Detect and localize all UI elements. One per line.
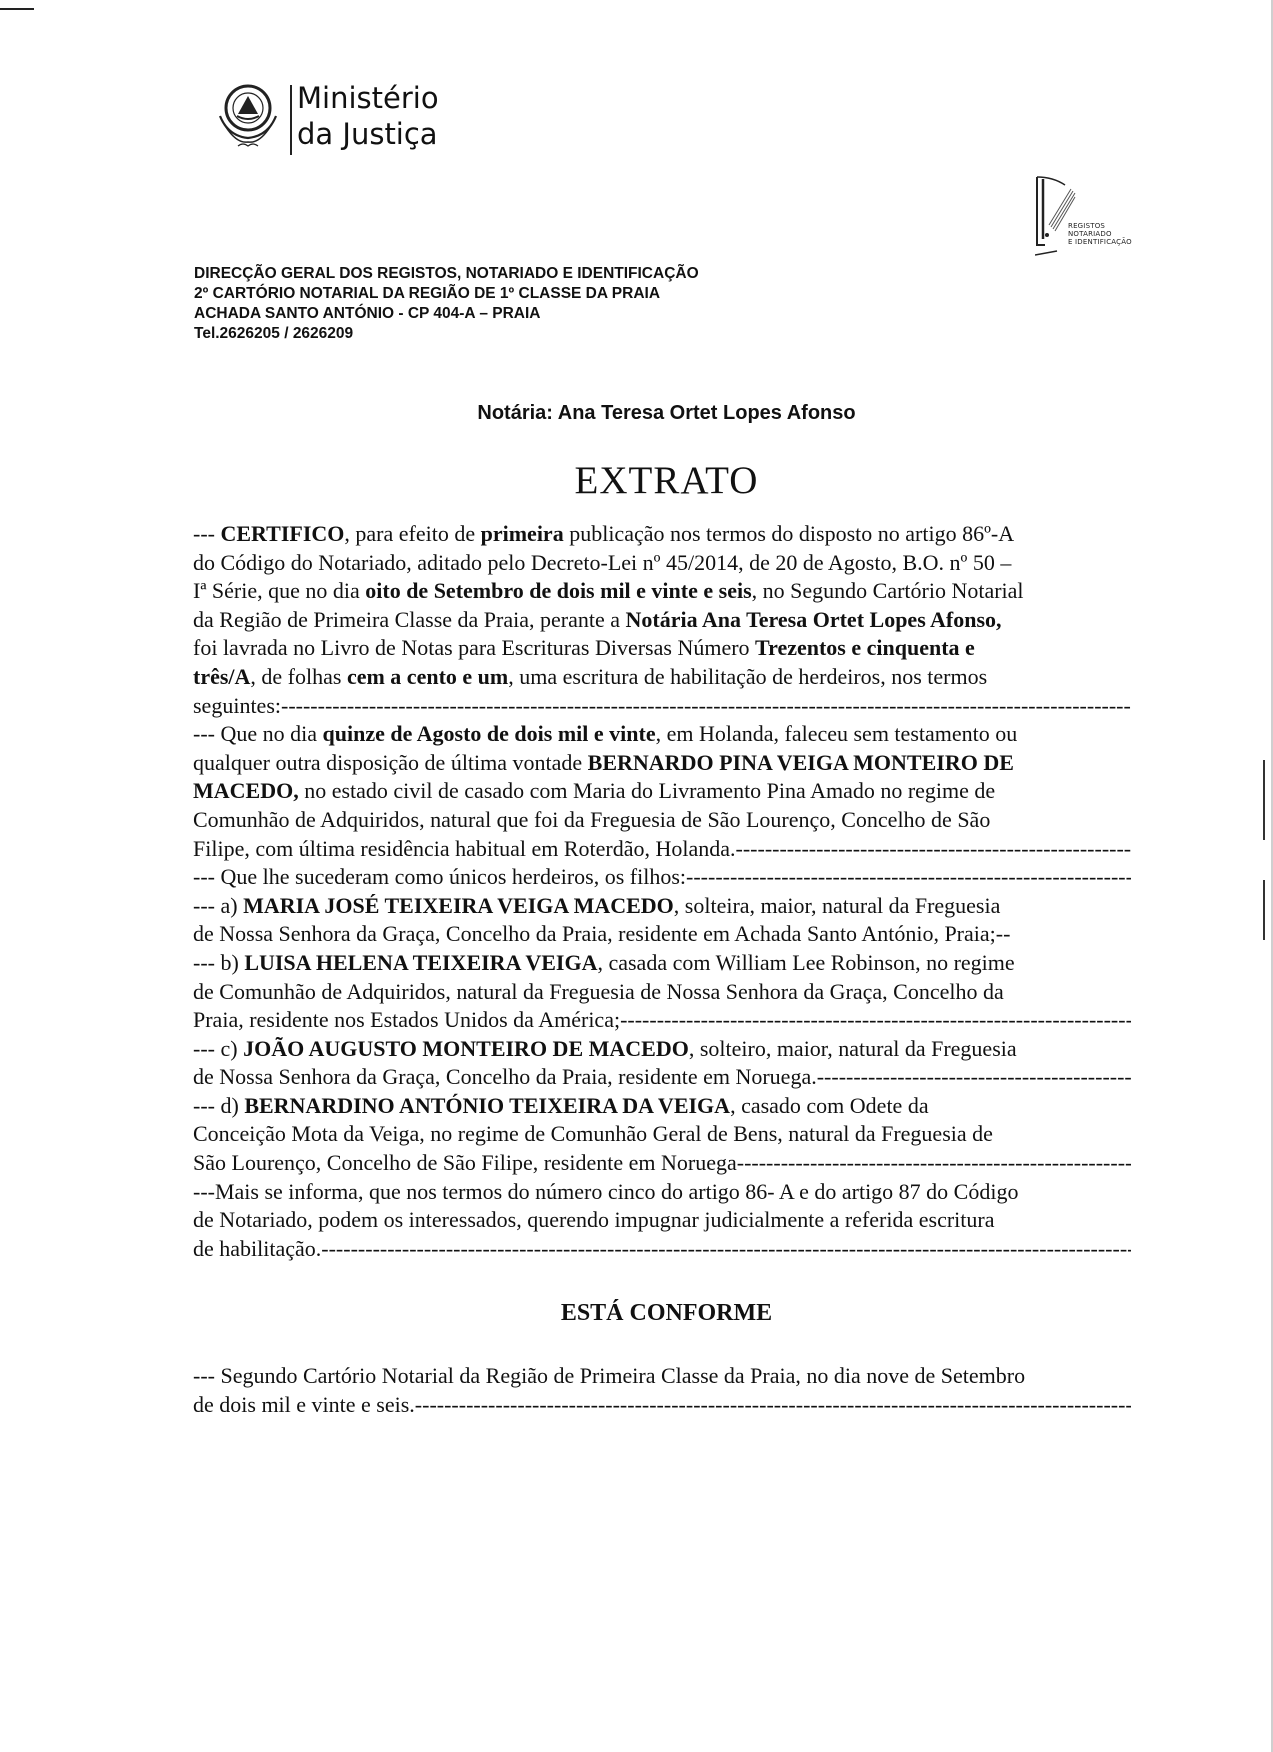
document-title (0, 458, 1273, 503)
body-line: Filipe, com última residência habitual em Roterdão, Holanda. ----- (193, 835, 1131, 864)
body-line: qualquer outra disposição de última vontade BERNARDO PINA VEIGA MONTEIRO DE (193, 749, 1014, 775)
title-text: EXTRATO (574, 459, 759, 502)
body-line: seguintes: ----- (193, 692, 1131, 721)
heir-d-line: --- d) BERNARDINO ANTÓNIO TEIXEIRA DA VEIGA, casado com Odete da (193, 1092, 929, 1118)
office-line2: 2º CARTÓRIO NOTARIAL DA REGIÃO DE 1º CLASSE DA PRAIA (194, 285, 661, 302)
heir-b-line: --- b) LUISA HELENA TEIXEIRA VEIGA, casada com William Lee Robinson, no regime (193, 949, 1015, 975)
logo-divider (290, 85, 292, 155)
office-phone: Tel.2626205 / 2626209 (194, 325, 354, 342)
body-line: de Notariado, podem os interessados, querendo impugnar judicialmente a referida escritura (193, 1207, 995, 1233)
office-line1: DIRECÇÃO GERAL DOS REGISTOS, NOTARIADO E IDENTIFICAÇÃO (194, 265, 699, 282)
rni-line3: E IDENTIFICAÇÃO (1068, 238, 1132, 246)
conforme-heading (0, 1300, 1273, 1327)
conforme-text: ESTÁ CONFORME (560, 1300, 773, 1326)
closing-line: de dois mil e vinte e seis. ----- (193, 1391, 1131, 1420)
body-line: foi lavrada no Livro de Notas para Escrituras Diversas Número Trezentos e cinquenta e (193, 635, 975, 661)
closing-line: --- Segundo Cartório Notarial da Região de Primeira Classe da Praia, no dia nove de Setembro (193, 1363, 1026, 1388)
heir-a-line: --- a) MARIA JOSÉ TEIXEIRA VEIGA MACEDO, solteira, maior, natural da Freguesia (193, 892, 1001, 918)
ministry-seal-icon (208, 72, 288, 152)
scan-artifact (0, 8, 34, 10)
notary-line (0, 402, 1273, 425)
body-line: de Nossa Senhora da Graça, Concelho da Praia, residente em Achada Santo António, Praia;-- (193, 921, 1011, 947)
rni-line1: REGISTOS (1068, 222, 1106, 230)
extract-body (193, 520, 1131, 1263)
body-line: São Lourenço, Concelho de São Filipe, residente em Noruega ----- (193, 1149, 1131, 1178)
ministry-name (297, 80, 439, 152)
body-line: Conceição Mota da Veiga, no regime de Comunhão Geral de Bens, natural da Freguesia de (193, 1121, 993, 1147)
rni-line2: NOTARIADO (1068, 230, 1112, 238)
office-header (194, 264, 699, 344)
body-line: --- CERTIFICO, para efeito de primeira publicação nos termos do disposto no artigo 86º-A (193, 521, 1015, 546)
ministry-line2: da Justiça (297, 117, 438, 151)
office-line3: ACHADA SANTO ANTÓNIO - CP 404-A – PRAIA (194, 305, 541, 322)
body-line: do Código do Notariado, aditado pelo Decreto-Lei nº 45/2014, de 20 de Agosto, B.O. nº 50 – (193, 549, 1012, 575)
scan-artifact (1263, 760, 1265, 840)
body-line: de habilitação. ----- (193, 1235, 1131, 1264)
body-line: Praia, residente nos Estados Unidos da América; ----- (193, 1006, 1131, 1035)
body-line: da Região de Primeira Classe da Praia, perante a Notária Ana Teresa Ortet Lopes Afonso, (193, 606, 1002, 632)
notary-text: Notária: Ana Teresa Ortet Lopes Afonso (477, 402, 856, 424)
body-line: ---Mais se informa, que nos termos do número cinco do artigo 86- A e do artigo 87 do Código (193, 1178, 1019, 1204)
ministry-line1: Ministério (297, 81, 439, 115)
scan-artifact (1263, 880, 1265, 940)
body-line: Comunhão de Adquiridos, natural que foi da Freguesia de São Lourenço, Concelho de São (193, 806, 991, 832)
body-line: Iª Série, que no dia oito de Setembro de dois mil e vinte e seis, no Segundo Cartório Notarial (193, 578, 1024, 604)
body-line: --- Que no dia quinze de Agosto de dois mil e vinte, em Holanda, faleceu sem testamento ou (193, 721, 1018, 747)
body-line: de Comunhão de Adquiridos, natural da Freguesia de Nossa Senhora da Graça, Concelho da (193, 978, 1004, 1004)
body-line: --- Que lhe sucederam como únicos herdeiros, os filhos: ----- (193, 863, 1131, 892)
body-line: de Nossa Senhora da Graça, Concelho da Praia, residente em Noruega. ----- (193, 1063, 1131, 1092)
registos-logo-text (1068, 222, 1132, 246)
heir-c-line: --- c) JOÃO AUGUSTO MONTEIRO DE MACEDO, solteiro, maior, natural da Freguesia (193, 1035, 1017, 1061)
body-line: MACEDO, no estado civil de casado com Maria do Livramento Pina Amado no regime de (193, 778, 996, 804)
closing-paragraph (193, 1362, 1131, 1419)
body-line: três/A, de folhas cem a cento e um, uma escritura de habilitação de herdeiros, nos termos (193, 663, 988, 689)
